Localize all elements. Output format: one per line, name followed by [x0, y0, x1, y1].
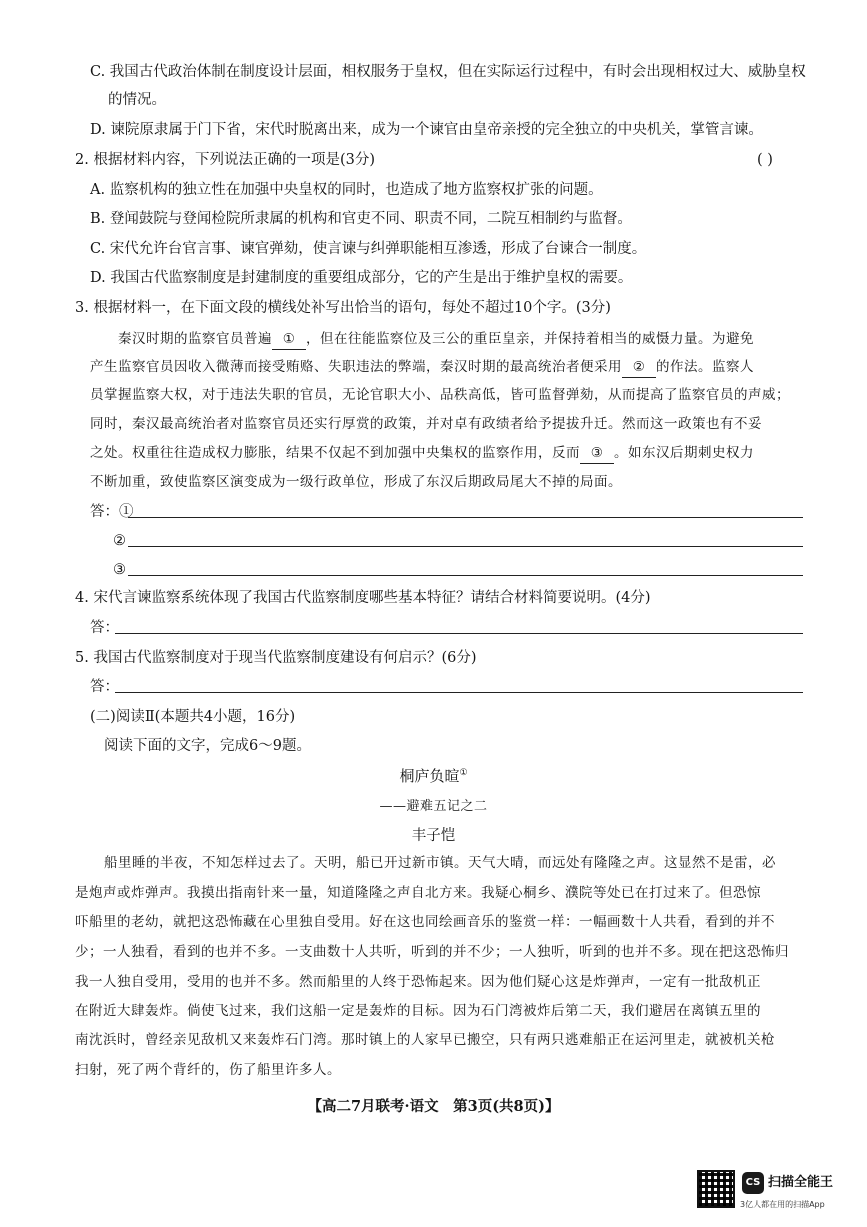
- answer-line-1[interactable]: [128, 517, 803, 518]
- page-footer: 【高二7月联考·语文 第3页(共8页)】: [307, 1098, 560, 1115]
- q3-passage-line4: 同时，秦汉最高统治者对监察官员还实行厚赏的政策，并对卓有政绩者给予提拔升迁。然而这一政策也有不妥: [90, 416, 762, 432]
- q3-passage-line5: 之处。权重往往造成权力膨胀，结果不仅起不到加强中央集权的监察作用，反而 ③ 。如东汉后期刺史权力: [90, 443, 754, 464]
- answer-label-3: ③: [113, 562, 126, 578]
- section-2-instruction: 阅读下面的文字，完成6～9题。: [104, 738, 311, 754]
- question-2-option-d: D. 我国古代监察制度是封建制度的重要组成部分，它的产生是出于维护皇权的需要。: [90, 270, 633, 286]
- title-footnote-marker: ①: [459, 768, 468, 778]
- answer-label-q5: 答：: [90, 679, 119, 695]
- option-d: D. 谏院原隶属于门下省，宋代时脱离出来，成为一个谏官由皇帝亲授的完全独立的中央机关，掌管言谏。: [90, 122, 763, 138]
- question-2-option-c: C. 宋代允许台官言事、谏官弹劾，使言谏与纠弹职能相互渗透，形成了台谏合一制度。: [90, 241, 647, 257]
- section-2-heading: (二)阅读Ⅱ(本题共4小题，16分): [90, 709, 296, 725]
- article-line: 扫射，死了两个背纤的，伤了船里许多人。: [75, 1062, 341, 1078]
- article-line: 吓船里的老幼，就把这恐怖藏在心里独自受用。好在这也同绘画音乐的鉴赏一样：一幅画数十人共看，看到的并不: [75, 914, 775, 930]
- qr-code-icon: [697, 1170, 735, 1208]
- article-line: 船里睡的半夜，不知怎样过去了。天明，船已开过新市镇。天气大晴，而远处有隆隆之声。这显然不是雷，必: [104, 855, 776, 871]
- answer-label-q4: 答：: [90, 620, 119, 636]
- question-3-stem: 3. 根据材料一，在下面文段的横线处补写出恰当的语句，每处不超过10个字。(3分): [75, 300, 611, 316]
- answer-label-1: 答：①: [90, 504, 134, 520]
- article-author: 丰子恺: [411, 828, 456, 844]
- article-line: 少；一人独看，看到的也并不多。一支曲数十人共听，听到的并不少；一人独听，听到的也并不多。现在把这恐怖归: [75, 944, 789, 960]
- answer-line-3[interactable]: [128, 575, 803, 576]
- blank-3[interactable]: ③: [580, 443, 614, 464]
- q3-passage-line3: 员掌握监察大权，对于违法失职的官员，无论官职大小、品秩高低，皆可监督弹劾，从而提高了监察官员的声威；: [90, 387, 790, 403]
- option-c-line1: C. 我国古代政治体制在制度设计层面，相权服务于皇权，但在实际运行过程中，有时会出现相权过大、威胁皇权: [90, 64, 806, 80]
- blank-1[interactable]: ①: [272, 329, 306, 350]
- question-4-stem: 4. 宋代言谏监察系统体现了我国古代监察制度哪些基本特征？请结合材料简要说明。(4分): [75, 590, 651, 606]
- answer-line-2[interactable]: [128, 546, 803, 547]
- q3-passage-line1: 秦汉时期的监察官员普遍 ① ，但在往能监察位及三公的重臣皇亲，并保持着相当的威慑力量。为避免: [118, 329, 754, 350]
- question-2-stem: 2. 根据材料内容，下列说法正确的一项是(3分): [75, 152, 375, 168]
- q3-passage-line2: 产生监察官员因收入微薄而接受贿赂、失职违法的弊端，秦汉时期的最高统治者便采用 ② 的作法。监察人: [90, 357, 754, 378]
- article-line: 是炮声或炸弹声。我摸出指南针来一量，知道隆隆之声自北方来。我疑心桐乡、濮院等处已在打过来了。但恐惊: [75, 885, 761, 901]
- camscanner-logo-icon: CS: [742, 1172, 764, 1194]
- blank-2[interactable]: ②: [622, 357, 656, 378]
- question-2-answer-bracket[interactable]: ( ): [757, 152, 773, 168]
- answer-line-q4[interactable]: [115, 633, 803, 634]
- question-2-option-a: A. 监察机构的独立性在加强中央皇权的同时，也造成了地方监察权扩张的问题。: [90, 182, 603, 198]
- answer-line-q5[interactable]: [115, 692, 803, 693]
- option-c-line2: 的情况。: [108, 92, 166, 108]
- scanner-app-name: 扫描全能王: [768, 1175, 834, 1190]
- article-line: 在附近大肆轰炸。倘使飞过来，我们这船一定是轰炸的目标。因为石门湾被炸后第二天，我们避居在离镇五里的: [75, 1003, 761, 1019]
- question-2-option-b: B. 登闻鼓院与登闻检院所隶属的机构和官吏不同、职责不同，二院互相制约与监督。: [90, 211, 632, 227]
- q3-passage-line6: 不断加重，致使监察区演变成为一级行政单位，形成了东汉后期政局尾大不掉的局面。: [90, 474, 622, 490]
- answer-label-2: ②: [113, 533, 126, 549]
- article-title: 桐庐负暄①: [399, 767, 468, 785]
- article-line: 我一人独自受用，受用的也并不多。然而船里的人终于恐怖起来。因为他们疑心这是炸弹声，一定有一批敌机正: [75, 974, 761, 990]
- article-subtitle: ——避难五记之二: [379, 799, 488, 814]
- question-5-stem: 5. 我国古代监察制度对于现当代监察制度建设有何启示？(6分): [75, 650, 477, 666]
- article-line: 南沈浜时，曾经亲见敌机又来轰炸石门湾。那时镇上的人家早已搬空，只有两只逃难船正在运河里走，就被机关枪: [75, 1032, 775, 1048]
- scanner-app-tagline: 3亿人都在用的扫描App: [740, 1200, 825, 1209]
